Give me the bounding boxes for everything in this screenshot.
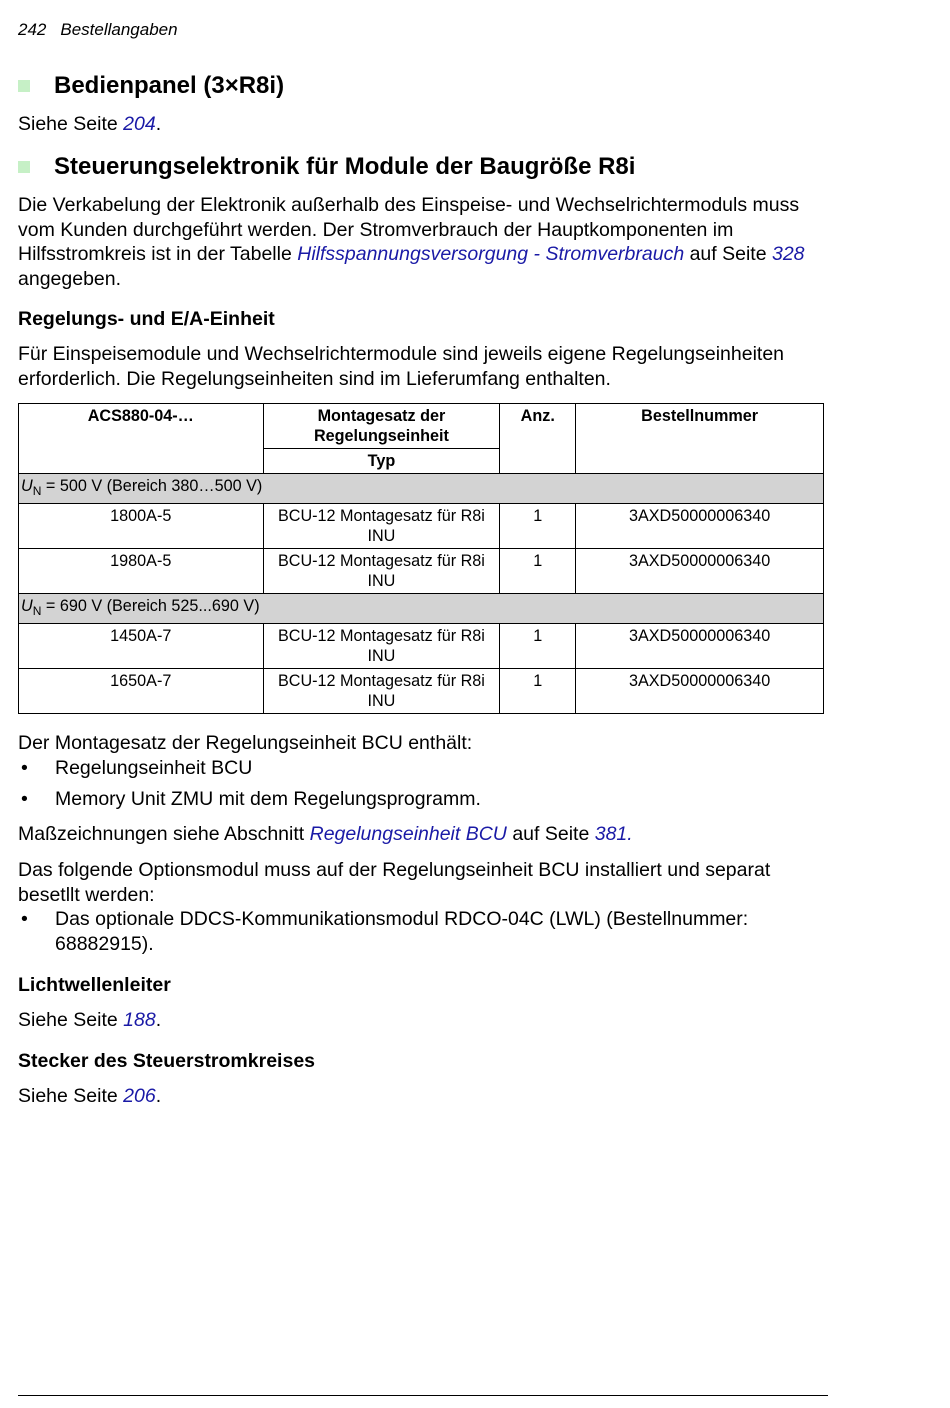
- table-group-row: $U_N = 690$ V (Bereich 525...690 V): [19, 594, 824, 624]
- heading-lichtwellenleiter: Lichtwellenleiter: [18, 974, 171, 996]
- col-header-model: ACS880-04-…: [19, 404, 264, 474]
- kit-contents-intro: Der Montagesatz der Regelungseinheit BCU enthält:: [18, 732, 473, 754]
- table-row: 1980A-5 BCU-12 Montagesatz für R8i INU 1 3AXD50000006340: [19, 549, 824, 594]
- list-item: • Das optionale DDCS-Kommunikationsmodul RDCO-04C (LWL) (Bestellnummer: 68882915).: [21, 908, 749, 955]
- heading-marker-icon: [18, 161, 30, 173]
- heading-text: Steuerungselektronik für Module der Baugröße R8i: [54, 153, 636, 180]
- footer-rule: [18, 1395, 828, 1396]
- heading-bedienpanel: [18, 72, 284, 100]
- running-section: Bestellangaben: [60, 20, 178, 39]
- dimension-ref: Maßzeichnungen siehe Abschnitt Regelungseinheit BCU auf Seite 381.: [18, 823, 633, 845]
- list-item: • Regelungseinheit BCU: [21, 757, 253, 779]
- running-head: [18, 20, 178, 40]
- heading-text: Bedienpanel (3×R8i): [54, 72, 285, 99]
- page-link-204[interactable]: 204: [123, 113, 156, 135]
- table-row: 1800A-5 BCU-12 Montagesatz für R8i INU 1 3AXD50000006340: [19, 504, 824, 549]
- table-row: 1450A-7 BCU-12 Montagesatz für R8i INU 1 3AXD50000006340: [19, 624, 824, 669]
- col-header-kit: Montagesatz der Regelungseinheit: [263, 404, 500, 449]
- heading-marker-icon: [18, 80, 30, 92]
- page-link-381[interactable]: 381: [594, 823, 628, 845]
- option-list: [18, 907, 823, 956]
- bullet-icon: •: [21, 757, 28, 779]
- table-row: 1650A-7 BCU-12 Montagesatz für R8i INU 1 3AXD50000006340: [19, 669, 824, 714]
- list-item: • Memory Unit ZMU mit dem Regelungsprogramm.: [21, 787, 481, 810]
- link-hilfsspannungsversorgung[interactable]: Hilfsspannungsversorgung - Stromverbrauch: [297, 243, 685, 265]
- page-link-188[interactable]: 188: [123, 1009, 156, 1031]
- link-regelungseinheit-bcu[interactable]: Regelungseinheit BCU: [309, 823, 507, 845]
- control-unit-table: [18, 403, 824, 714]
- bullet-icon: •: [21, 787, 28, 810]
- col-header-order: Bestellnummer: [576, 404, 824, 474]
- option-intro: Das folgende Optionsmodul muss auf der Regelungseinheit BCU installiert und separat besetllt werden:: [18, 859, 771, 906]
- stecker-ref: Siehe Seite 206.: [18, 1085, 162, 1107]
- table-group-row: $U_N = 500$ V (Bereich 380…500 V): [19, 474, 824, 504]
- page-number: 242: [18, 20, 47, 39]
- lichtwellenleiter-ref: Siehe Seite 188.: [18, 1009, 162, 1031]
- heading-steuerungselektronik: [18, 153, 635, 181]
- page-link-206[interactable]: 206: [123, 1085, 156, 1107]
- heading-regelungseinheit: Regelungs- und E/A-Einheit: [18, 308, 275, 330]
- bedienpanel-ref: Siehe Seite 204.: [18, 113, 162, 135]
- col-header-qty: Anz.: [500, 404, 576, 474]
- bullet-icon: •: [21, 908, 28, 930]
- regelung-intro: Für Einspeisemodule und Wechselrichtermodule sind jeweils eigene Regelungseinheiten erforderlich. Die Regelungseinheiten sind im Lieferumfang enthalten.: [18, 343, 785, 390]
- heading-stecker: Stecker des Steuerstromkreises: [18, 1050, 316, 1072]
- col-header-type: Typ: [263, 449, 500, 474]
- page-link-328[interactable]: 328: [771, 243, 805, 265]
- kit-contents-list: [18, 756, 823, 811]
- wiring-paragraph: Die Verkabelung der Elektronik außerhalb des Einspeise- und Wechselrichtermoduls muss vom Kunden durchgeführt werden. Der Stromverbrauch der Hauptkomponenten im Hilfsstromkreis ist in der Tabelle Hilfsspannungsversorgung - Stromverbrauch auf Seite 328 angegeben.: [18, 194, 805, 290]
